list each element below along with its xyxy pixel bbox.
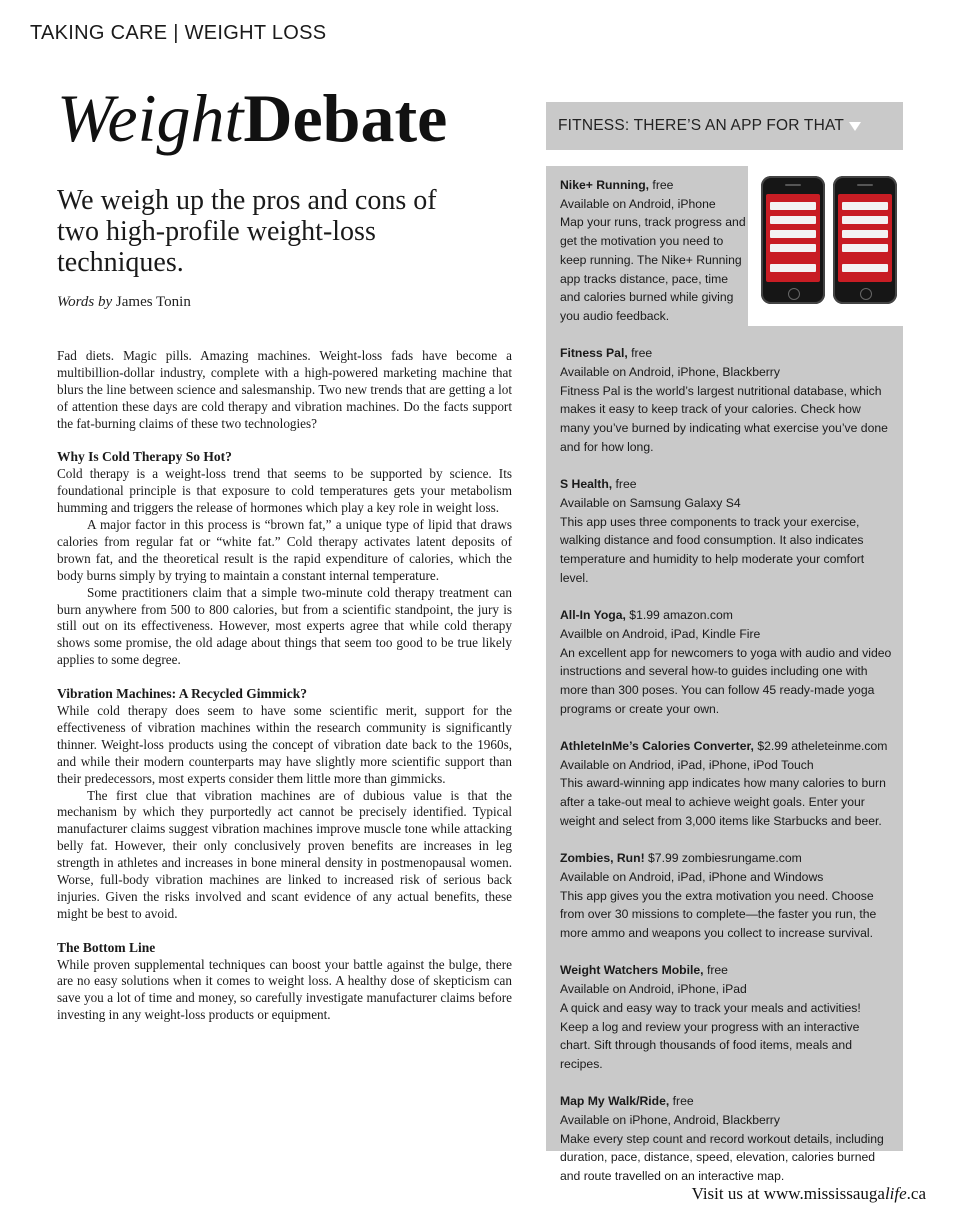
app-description: An excellent app for newcomers to yoga with audio and video instructions and several how-to guides including one with more than 300 poses. You can follow 45 ready-made yoga programs or create your own. <box>560 645 892 716</box>
byline <box>57 294 191 311</box>
footer-italic: life <box>884 1184 907 1203</box>
triangle-down-icon <box>849 122 861 131</box>
app-list <box>560 176 892 1205</box>
app-name: AthleteInMe’s Calories Converter, <box>560 739 754 754</box>
app-price: free <box>649 178 674 192</box>
app-description: Make every step count and record workout details, including duration, pace, distance, speed, elevation, calories burned and route travelled on an interactive map. <box>560 1131 884 1184</box>
article-deck: We weigh up the pros and cons of two high-profile weight-loss techniques. <box>57 185 437 278</box>
footer-url[interactable] <box>692 1184 926 1204</box>
app-description: This app gives you the extra motivation you need. Choose from over 30 missions to complete—the faster you run, the more ammo and weapons you collect to increase survival. <box>560 888 877 941</box>
app-price: $7.99 zombiesrungame.com <box>644 851 802 866</box>
app-name: Map My Walk/Ride, <box>560 1094 670 1109</box>
app-availability: Available on Andriod, iPad, iPhone, iPod Touch <box>560 757 814 772</box>
section-label: TAKING CARE | WEIGHT LOSS <box>30 22 327 44</box>
app-entry-map-my-walk <box>560 1092 892 1186</box>
title-italic: Weight <box>57 80 244 156</box>
app-entry-weight-watchers <box>560 961 892 1073</box>
app-name: Weight Watchers Mobile, <box>560 963 704 978</box>
subhead-vibration: Vibration Machines: A Recycled Gimmick? <box>57 686 307 702</box>
subhead-bottom-line: The Bottom Line <box>57 939 156 955</box>
app-entry-s-health <box>560 475 892 587</box>
article-body <box>57 348 512 1024</box>
app-screenshot-image <box>748 166 903 326</box>
footer-prefix: Visit us at www.mississauga <box>691 1184 885 1203</box>
app-entry-fitness-pal <box>560 344 892 456</box>
footer-suffix: .ca <box>906 1184 926 1203</box>
app-availability: Available on Android, iPad, iPhone and Windows <box>560 869 824 884</box>
byline-prefix: Words by <box>57 294 113 310</box>
article-paragraph: A major factor in this process is “brown fat,” a unique type of lipid that draws calories from regular fat or “white fat.” Cold therapy activates latent deposits of brown fat, and the theoretical result is the rapid expenditure of calories, which the body burns simply by trying to maintain a constant internal temperature. <box>57 517 512 583</box>
smartphone-icon <box>761 176 825 304</box>
app-availability: Available on Android, iPhone <box>560 196 716 211</box>
app-availability: Available on Samsung Galaxy S4 <box>560 495 741 510</box>
article-paragraph: Some practitioners claim that a simple two-minute cold therapy treatment can burn anywhere from 500 to 800 calories, but from a scientific standpoint, the jury is still out on its effectiveness. However, most experts agree that while cold therapy shows some promise, the old adage about things that seem too good to be true likely applies to some degree. <box>57 584 512 668</box>
app-entry-nike-running <box>560 176 750 326</box>
sidebar-title: FITNESS: THERE’S AN APP FOR THAT <box>558 117 845 134</box>
app-name: Zombies, Run! <box>560 851 645 866</box>
byline-author: James Tonin <box>115 294 191 310</box>
app-availability: Available on Android, iPhone, Blackberry <box>560 365 780 380</box>
article-paragraph: The first clue that vibration machines are of dubious value is that the mechanism by which they purportedly act cannot be precisely identified. Typical manufacturer claims suggest vibration machines improve muscle tone while attacking belly fat. However, their only conclusively proven benefits are increases in leg strength in athletes and increases in bone mineral density in postmenopausal women. Worse, full-body vibration machines are linked to increased risk of serious back injuries. Given the risks involved and scant evidence of any actual benefits, these might be best to avoid. <box>57 787 512 921</box>
app-description: A quick and easy way to track your meals and activities! Keep a log and review your progress with an interactive chart. Sift through thousands of food items, meals and recipes. <box>560 1000 861 1071</box>
app-name: All-In Yoga, <box>560 608 626 623</box>
app-availability: Availble on Android, iPad, Kindle Fire <box>560 626 761 641</box>
app-name: Nike+ Running, <box>560 178 650 192</box>
article-paragraph: While cold therapy does seem to have some scientific merit, support for the effectiveness of vibration machines within the research community is significantly thinner. Weight-loss products using the concept of vibration date back to the 1960s, and while their modern counterparts may have slightly more scientific support than their predecessors, most experts consider them little more than gimmicks. <box>57 703 512 786</box>
app-entry-zombies-run <box>560 849 892 943</box>
app-availability: Available on Android, iPhone, iPad <box>560 982 747 997</box>
app-description: This app uses three components to track your exercise, walking distance and food consumption. It also indicates temperature and humidity to help moderate your comfort level. <box>560 514 865 585</box>
app-description: This award-winning app indicates how many calories to burn after a take-out meal to achieve weight goals. Enter your weight and select from 3,000 items like Starbucks and beer. <box>560 776 886 828</box>
app-price: $1.99 amazon.com <box>625 608 733 623</box>
page-title <box>57 80 448 156</box>
article-intro: Fad diets. Magic pills. Amazing machines. Weight-loss fads have become a multibillion-dollar industry, complete with a high-powered marketing machine that blurs the line between science and salesmanship. Two new trends that are getting a lot of attention these days are cold therapy and vibration machines. Do the facts support the fat-burning claims of these two technologies? <box>57 348 512 431</box>
app-description: Map your runs, track progress and get the motivation you need to keep running. The Nike+ Running app tracks distance, pace, time and calories burned while giving you audio feedback. <box>560 215 746 323</box>
app-price: free <box>612 477 637 492</box>
title-bold: Debate <box>243 80 448 156</box>
app-price: free <box>669 1094 694 1109</box>
app-name: Fitness Pal, <box>560 346 628 361</box>
smartphone-icon <box>833 176 897 304</box>
app-price: free <box>627 346 653 361</box>
app-price: $2.99 atheleteinme.com <box>753 739 888 754</box>
subhead-cold-therapy: Why Is Cold Therapy So Hot? <box>57 449 232 465</box>
article-paragraph: While proven supplemental techniques can boost your battle against the bulge, there are no easy solutions when it comes to weight loss. A healthy dose of skepticism can save you a lot of time and money, so carefully investigate manufacturer claims before investing in any weight-loss products or equipment. <box>57 956 512 1023</box>
sidebar-header <box>546 102 903 150</box>
app-entry-all-in-yoga <box>560 606 892 718</box>
article-paragraph: Cold therapy is a weight-loss trend that seems to be supported by science. Its foundational principle is that exposure to cold temperatures gets your metabolism humming and triggers the release of hormones which play a key role in weight loss. <box>57 466 512 516</box>
app-price: free <box>703 963 728 978</box>
app-name: S Health, <box>560 477 613 492</box>
app-availability: Available on iPhone, Android, Blackberry <box>560 1113 780 1128</box>
app-description: Fitness Pal is the world’s largest nutritional database, which makes it easy to keep track of your calories. Check how many you’ve burned by indicating what exercise you’ve done and for how long. <box>560 383 888 454</box>
app-entry-calories-converter <box>560 737 892 831</box>
